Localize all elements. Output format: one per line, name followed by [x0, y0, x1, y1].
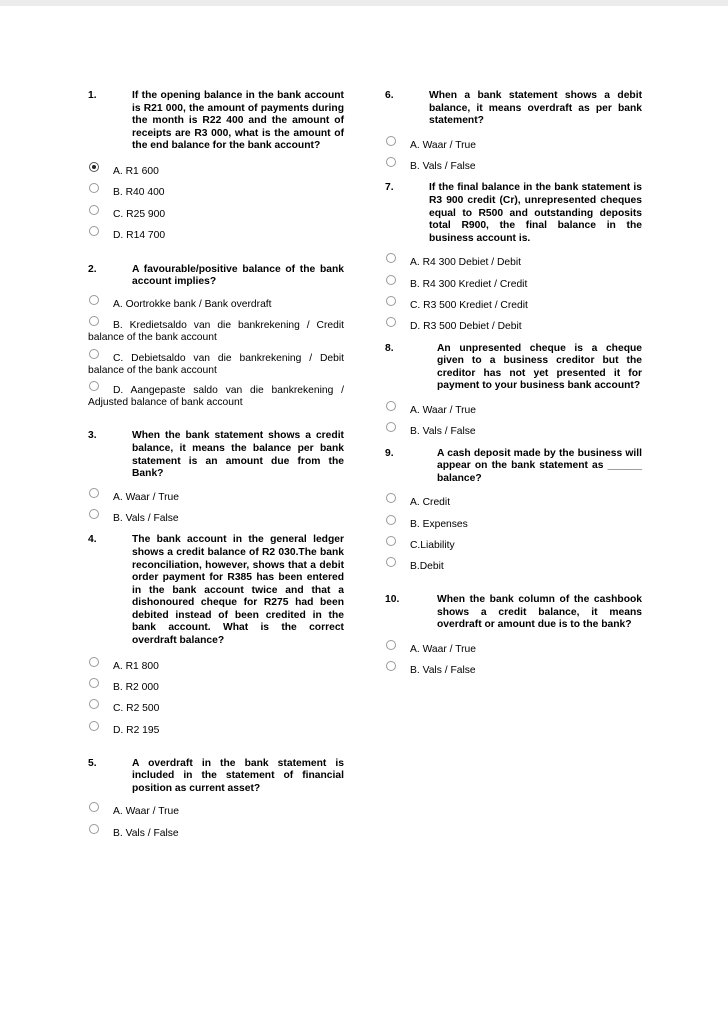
- options-group: [385, 257, 642, 333]
- question-number: 1.: [88, 90, 97, 101]
- radio-icon[interactable]: [386, 296, 396, 306]
- option-label: D. Aangepaste saldo van die bankrekening / Adjusted balance of bank account: [88, 385, 344, 409]
- question-header: [385, 182, 642, 245]
- question-text: A overdraft in the bank statement is included in the statement of financial position as current asset?: [132, 757, 344, 794]
- radio-icon[interactable]: [89, 802, 99, 812]
- option-label: A. Waar / True: [410, 643, 476, 655]
- radio-icon[interactable]: [89, 183, 99, 193]
- radio-icon[interactable]: [386, 493, 396, 503]
- option-c[interactable]: [88, 353, 344, 377]
- question-text: A cash deposit made by the business will appear on the bank statement as ______ balance?: [437, 447, 642, 484]
- question-header: [88, 430, 344, 480]
- question-5: [88, 758, 344, 840]
- radio-icon[interactable]: [386, 157, 396, 167]
- question-9: [385, 448, 642, 574]
- question-7: [385, 182, 642, 333]
- radio-icon[interactable]: [386, 317, 396, 327]
- option-label: C. R25 900: [113, 208, 166, 220]
- question-number: 4.: [88, 534, 97, 546]
- option-b[interactable]: [88, 513, 344, 525]
- question-3: [88, 430, 344, 525]
- radio-icon[interactable]: [89, 349, 99, 359]
- question-header: [385, 594, 642, 632]
- radio-icon[interactable]: [89, 509, 99, 519]
- option-label: B. R40 400: [113, 187, 165, 199]
- question-2: [88, 264, 344, 409]
- left-column: [88, 90, 344, 849]
- radio-icon[interactable]: [89, 226, 99, 236]
- option-label: B. Vals / False: [113, 513, 179, 525]
- option-b[interactable]: [385, 426, 642, 438]
- option-d[interactable]: [385, 321, 642, 333]
- option-d[interactable]: [385, 561, 642, 573]
- radio-icon[interactable]: [386, 557, 396, 567]
- question-8: [385, 343, 642, 439]
- option-label: B. Vals / False: [410, 426, 476, 438]
- option-a[interactable]: [385, 644, 642, 656]
- option-c[interactable]: [88, 209, 344, 221]
- radio-icon[interactable]: [386, 401, 396, 411]
- options-group: [385, 644, 642, 677]
- option-a[interactable]: [385, 405, 642, 417]
- question-text: When the bank column of the cashbook shows a credit balance, it means overdraft or amount due is to the bank?: [437, 594, 642, 631]
- question-number: 6.: [385, 90, 394, 101]
- radio-icon[interactable]: [386, 640, 396, 650]
- options-group: [385, 405, 642, 438]
- option-b[interactable]: [88, 320, 344, 344]
- options-group: [88, 806, 344, 839]
- radio-icon[interactable]: [89, 657, 99, 667]
- right-column: [385, 90, 642, 687]
- option-label: A. R1 800: [113, 660, 159, 672]
- radio-icon[interactable]: [89, 678, 99, 688]
- radio-icon[interactable]: [89, 295, 99, 305]
- question-number: 9.: [385, 447, 394, 459]
- radio-icon[interactable]: [89, 721, 99, 731]
- option-label: B. R4 300 Krediet / Credit: [410, 278, 528, 290]
- option-label: B. Vals / False: [410, 665, 476, 677]
- option-b[interactable]: [385, 519, 642, 531]
- option-a[interactable]: [385, 497, 642, 509]
- option-label: A. Waar / True: [113, 491, 179, 503]
- question-number: 7.: [385, 182, 394, 194]
- question-text: An unpresented cheque is a cheque given to a business creditor but the creditor has not yet presented it for payment to your business bank account?: [437, 342, 642, 392]
- option-a[interactable]: [88, 166, 344, 178]
- option-label: B. R2 000: [113, 681, 159, 693]
- option-label: A. R4 300 Debiet / Debit: [410, 257, 522, 269]
- radio-icon[interactable]: [89, 824, 99, 834]
- radio-icon[interactable]: [89, 316, 99, 326]
- radio-icon[interactable]: [386, 422, 396, 432]
- question-number: 5.: [88, 757, 97, 769]
- option-a[interactable]: [88, 299, 344, 311]
- option-d[interactable]: [88, 725, 344, 737]
- option-b[interactable]: [385, 665, 642, 677]
- option-label: D. R2 195: [113, 724, 160, 736]
- page-top-bar: [0, 0, 728, 6]
- option-label: B.Debit: [410, 561, 444, 573]
- question-header: [385, 448, 642, 486]
- option-label: B. Vals / False: [113, 827, 179, 839]
- radio-icon[interactable]: [386, 275, 396, 285]
- question-text: The bank account in the general ledger shows a credit balance of R2 030.The bank reconciliation, however, shows that a debit order payment for R385 has been entered in the bank account twice and that a dishonoured cheque for R275 had been debited instead of been credited in the bank account. What is the correct overdraft balance?: [132, 534, 344, 647]
- option-b[interactable]: [88, 828, 344, 840]
- radio-icon[interactable]: [386, 515, 396, 525]
- radio-icon[interactable]: [386, 661, 396, 671]
- question-10: [385, 594, 642, 677]
- radio-icon[interactable]: [386, 253, 396, 263]
- option-label: A. Waar / True: [410, 404, 476, 416]
- options-group: [88, 299, 344, 409]
- question-number: 10.: [385, 594, 400, 606]
- question-text: If the opening balance in the bank account is R21 000, the amount of payments during the month is R22 400 and the amount of receipts are R3 000, what is the amount of the end balance for the bank account?: [132, 90, 344, 152]
- option-c[interactable]: [385, 540, 642, 552]
- radio-selected-icon[interactable]: [89, 162, 99, 172]
- option-label: A. Oortrokke bank / Bank overdraft: [113, 299, 272, 311]
- options-group: [88, 492, 344, 525]
- question-text: When a bank statement shows a debit balance, it means overdraft as per bank statement?: [429, 90, 642, 127]
- options-group: [88, 661, 344, 737]
- option-c[interactable]: [88, 703, 344, 715]
- question-text: When the bank statement shows a credit balance, it means the balance per bank statement is an amount due from the Bank?: [132, 430, 344, 480]
- option-label: B. Expenses: [410, 518, 468, 530]
- question-1: [88, 90, 344, 242]
- radio-icon[interactable]: [89, 381, 99, 391]
- options-group: [385, 140, 642, 173]
- option-b[interactable]: [385, 161, 642, 173]
- question-number: 3.: [88, 430, 97, 442]
- question-6: [385, 90, 642, 173]
- option-label: B. Kredietsaldo van die bankrekening / Credit balance of the bank account: [88, 320, 344, 344]
- option-label: A. Credit: [410, 497, 451, 509]
- options-group: [88, 166, 344, 242]
- question-number: 8.: [385, 342, 394, 354]
- option-a[interactable]: [88, 492, 344, 504]
- question-header: [385, 343, 642, 393]
- option-label: A. Waar / True: [410, 139, 476, 151]
- option-a[interactable]: [385, 257, 642, 269]
- option-c[interactable]: [385, 300, 642, 312]
- question-number: 2.: [88, 263, 97, 275]
- option-a[interactable]: [88, 806, 344, 818]
- option-label: C. R3 500 Krediet / Credit: [410, 299, 528, 311]
- radio-icon[interactable]: [386, 136, 396, 146]
- options-group: [385, 497, 642, 573]
- option-d[interactable]: [88, 385, 344, 409]
- option-label: D. R14 700: [113, 229, 166, 241]
- option-label: A. R1 600: [113, 165, 159, 177]
- radio-icon[interactable]: [89, 205, 99, 215]
- option-label: C. R2 500: [113, 703, 160, 715]
- option-a[interactable]: [88, 661, 344, 673]
- option-b[interactable]: [88, 187, 344, 199]
- option-b[interactable]: [88, 682, 344, 694]
- question-header: [88, 534, 344, 647]
- option-a[interactable]: [385, 140, 642, 152]
- question-4: [88, 534, 344, 736]
- option-label: B. Vals / False: [410, 161, 476, 173]
- question-header: [88, 90, 344, 153]
- option-label: C.Liability: [410, 539, 455, 551]
- question-text: If the final balance in the bank statement is R3 900 credit (Cr), unrepresented cheques equal to R500 and outstanding deposits total R900, the final balance in the business account is.: [429, 182, 642, 244]
- radio-icon[interactable]: [89, 699, 99, 709]
- question-header: [385, 90, 642, 128]
- option-d[interactable]: [88, 230, 344, 242]
- question-header: [88, 264, 344, 289]
- option-b[interactable]: [385, 279, 642, 291]
- question-header: [88, 758, 344, 796]
- option-label: A. Waar / True: [113, 806, 179, 818]
- option-label: D. R3 500 Debiet / Debit: [410, 321, 522, 333]
- option-label: C. Debietsaldo van die bankrekening / Debit balance of the bank account: [88, 352, 344, 376]
- radio-icon[interactable]: [386, 536, 396, 546]
- question-text: A favourable/positive balance of the bank account implies?: [132, 263, 344, 288]
- radio-icon[interactable]: [89, 488, 99, 498]
